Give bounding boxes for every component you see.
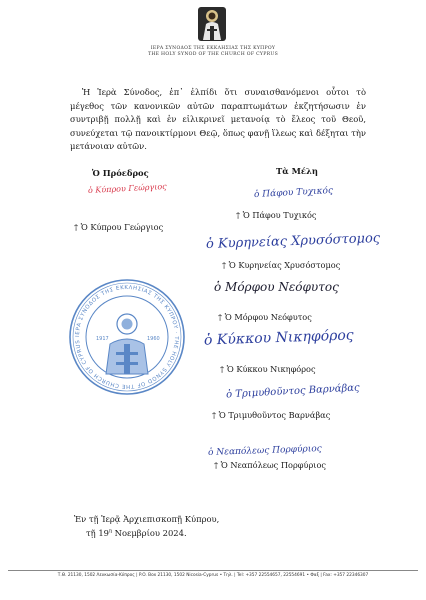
- member-signature-trimythous: ὁ Τριμυθοῦντος Βαρνάβας: [225, 382, 360, 401]
- president-name: † Ὁ Κύπρου Γεώργιος: [74, 222, 164, 232]
- seal-ring-text: ΙΕΡΑ ΣΥΝΟΔΟΣ ΤΗΣ ΕΚΚΛΗΣΙΑΣ ΤΗΣ ΚΥΠΡΟΥ · THE HOLY SYNOD OF THE CHURCH OF CYPRUS: [74, 284, 180, 390]
- letterhead-greek: ΙΕΡΑ ΣΥΝΟΔΟΣ ΤΗΣ ΕΚΚΛΗΣΙΑΣ ΤΗΣ ΚΥΠΡΟΥ: [150, 46, 276, 51]
- member-signature-morphou: ὁ Μόρφου Νεόφυτος: [214, 280, 339, 294]
- date-ordinal: ῃ: [108, 528, 112, 535]
- member-name-kyrenia: † Ὁ Κυρηνείας Χρυσόστομος: [222, 260, 341, 270]
- member-signature-kyrenia: ὁ Κυρηνείας Χρυσόστομος: [205, 230, 381, 253]
- footer-contact: Τ.Θ. 21130, 1502 Λευκωσία-Κύπρος | P.O. Box 21130, 1502 Nicosia-Cyprus • Τηλ. | Tel: +357 22554657, 22554691 • Φαξ | Fax: +357 22346307: [57, 573, 369, 578]
- member-name-neapolis: † Ὁ Νεαπόλεως Πορφύριος: [214, 460, 327, 470]
- date-day: τῇ 19: [86, 528, 109, 538]
- member-name-paphos: † Ὁ Πάφου Τυχικός: [236, 210, 317, 220]
- president-heading: Ὁ Πρόεδρος: [92, 168, 149, 178]
- body-paragraph: Ἡ Ἱερὰ Σύνοδος, ἐπ᾽ ἐλπίδι ὅτι συναισθανόμενοι οὗτοι τὸ μέγεθος τῶν κανονικῶν αὐτῶν παραπτωμάτων ἐκζητήσωσιν ἐν συντριβῇ πολλῇ καὶ ἐν εἰλικρινεῖ μετανοίᾳ τὸ ἔλεος τοῦ Θεοῦ, συνεύχεται τῷ πανοικτίρμονι Θεῷ, ὅπως φανῇ ἵλεως καὶ δέξηται τὴν μετάνοιαν αὐτῶν.: [70, 87, 366, 152]
- member-name-kykkos: † Ὁ Κύκκου Νικηφόρος: [220, 364, 316, 374]
- footer-divider: [8, 570, 418, 571]
- date-line: [86, 528, 187, 538]
- member-signature-kykkos: ὁ Κύκκου Νικηφόρος: [203, 327, 354, 349]
- members-heading: Τὰ Μέλη: [276, 166, 318, 176]
- synod-emblem-logo: [197, 6, 227, 42]
- synod-seal-stamp: [68, 278, 186, 396]
- president-signature: ὁ Κύπρου Γεώργιος: [87, 181, 167, 196]
- seal-year-right: 1960: [147, 336, 160, 342]
- member-name-morphou: † Ὁ Μόρφου Νεόφυτος: [218, 312, 312, 322]
- seal-year-left: 1917: [96, 336, 109, 342]
- member-name-trimythous: † Ὁ Τριμυθοῦντος Βαρνάβας: [212, 410, 331, 420]
- date-place-line: Ἐν τῇ Ἱερᾷ Ἀρχιεπισκοπῇ Κύπρου,: [74, 514, 220, 524]
- letterhead-english: THE HOLY SYNOD OF THE CHURCH OF CYPRUS: [147, 52, 279, 57]
- member-signature-neapolis: ὁ Νεαπόλεως Πορφύριος: [207, 444, 322, 458]
- date-month-year: Νοεμβρίου 2024.: [111, 528, 187, 538]
- member-signature-paphos: ὁ Πάφου Τυχικός: [253, 185, 334, 201]
